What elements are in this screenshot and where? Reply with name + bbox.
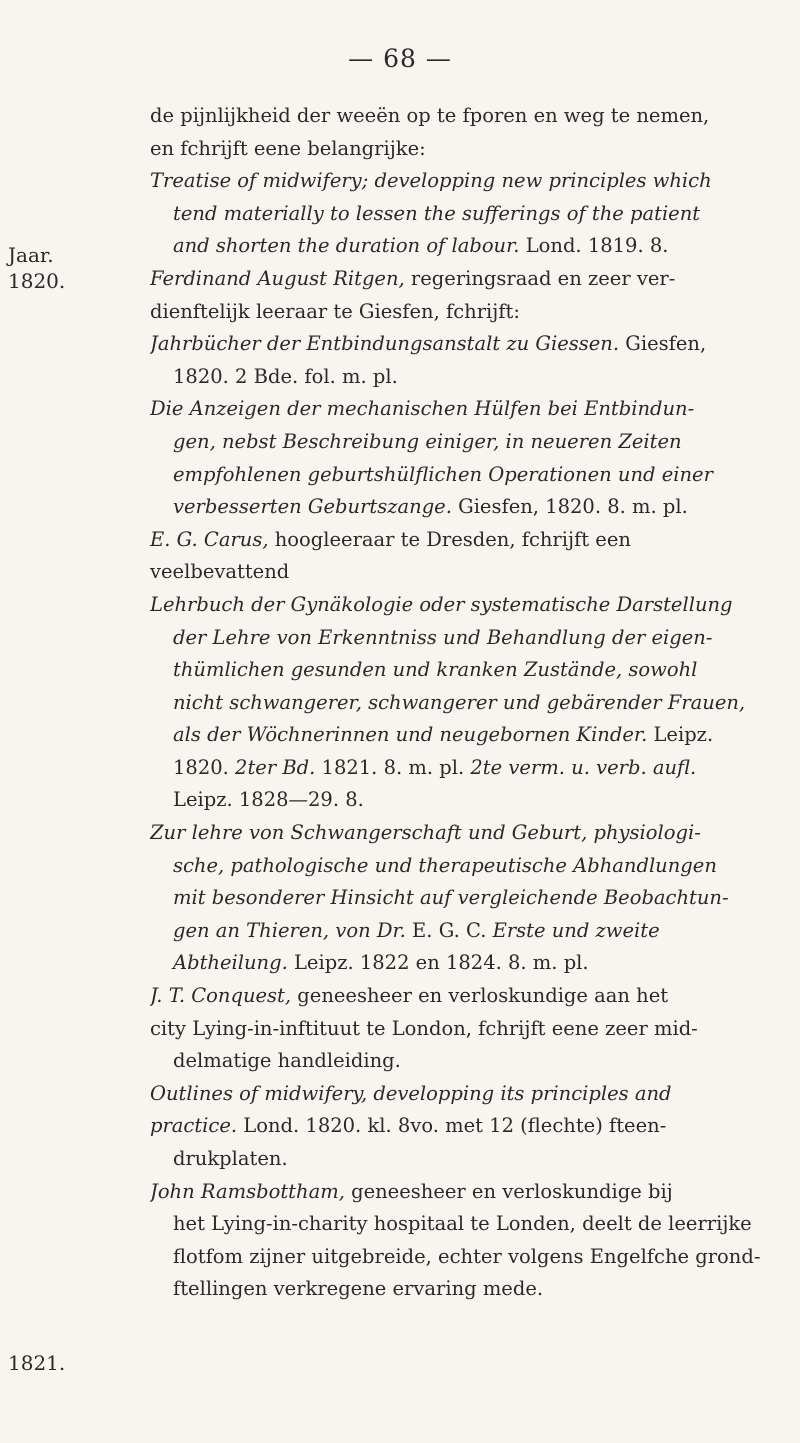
text-line	[150, 165, 790, 198]
margin-note-year-1821: 1821.	[8, 1351, 66, 1375]
italic-title-segment: 2ter Bd.	[235, 755, 316, 779]
italic-title-segment: thümlichen gesunden und kranken Zustände, sowohl	[173, 658, 698, 682]
text-line	[150, 361, 790, 394]
text-segment: het Lying-in-charity hospitaal te Londen, deelt de leerrijke	[173, 1212, 752, 1236]
italic-title-segment: nicht schwangerer, schwangerer und gebärender Frauen,	[173, 690, 746, 714]
margin-note-year-label: Jaar.	[8, 243, 54, 267]
text-line	[150, 622, 790, 655]
text-segment: Lond. 1819. 8.	[519, 234, 669, 258]
page-number: — 68 —	[348, 44, 452, 73]
text-line	[150, 556, 790, 589]
text-segment: dienftelijk leeraar te Giesfen, fchrijft:	[150, 299, 520, 323]
text-line	[150, 263, 790, 296]
italic-title-segment: John Ramsbottham,	[150, 1179, 345, 1203]
text-segment: 1820. 2 Bde. fol. m. pl.	[173, 364, 398, 388]
text-line	[150, 296, 790, 329]
italic-title-segment: tend materially to lessen the sufferings of the patient	[173, 201, 701, 225]
text-line	[150, 1241, 790, 1274]
text-line	[150, 1110, 790, 1143]
italic-title-segment: sche, pathologische und therapeutische Abhandlungen	[173, 853, 717, 877]
text-line	[150, 1273, 790, 1306]
text-line	[150, 752, 790, 785]
italic-title-segment: Ferdinand August Ritgen,	[150, 266, 405, 290]
margin-note-year-1820: 1820.	[8, 269, 66, 293]
text-line	[150, 328, 790, 361]
text-line	[150, 133, 790, 166]
italic-title-segment: Treatise of midwifery; developping new principles which	[150, 169, 712, 193]
italic-title-segment: practice.	[150, 1114, 238, 1138]
text-line	[150, 850, 790, 883]
text-segment: 1821. 8. m. pl.	[315, 755, 471, 779]
italic-title-segment: Die Anzeigen der mechanischen Hülfen bei Entbindun-	[150, 397, 695, 421]
text-line	[150, 1078, 790, 1111]
text-segment: Lond. 1820. kl. 8vo. met 12 (flechte) fteen-	[237, 1114, 667, 1138]
text-segment: flotfom zijner uitgebreide, echter volgens Engelfche grond-	[173, 1244, 761, 1268]
italic-title-segment: gen an Thieren, von Dr.	[173, 918, 406, 942]
text-segment: de pijnlijkheid der weeën op te fporen en weg te nemen,	[150, 104, 710, 127]
text-line	[150, 230, 790, 263]
text-segment: en fchrijft eene belangrijke:	[150, 136, 426, 160]
italic-title-segment: 2te verm. u. verb. aufl.	[470, 755, 697, 779]
text-segment: Giesfen,	[619, 332, 707, 356]
text-line	[150, 1176, 790, 1209]
text-line	[150, 882, 790, 915]
text-line	[150, 784, 790, 817]
text-segment: Leipz. 1822 en 1824. 8. m. pl.	[287, 951, 589, 975]
text-segment: geneesheer en verloskundige aan het	[291, 984, 669, 1008]
text-segment: regeringsraad en zeer ver-	[404, 266, 676, 290]
text-line	[150, 980, 790, 1013]
text-line	[150, 915, 790, 948]
text-segment: E. G. C.	[405, 918, 493, 942]
text-segment: city Lying-in-inftituut te London, fchrijft eene zeer mid-	[150, 1016, 698, 1040]
italic-title-segment: J. T. Conquest,	[150, 984, 292, 1008]
italic-title-segment: mit besonderer Hinsicht auf vergleichende Beobachtun-	[173, 886, 729, 910]
italic-title-segment: E. G. Carus,	[150, 527, 269, 551]
text-segment: Leipz. 1828—29. 8.	[173, 788, 364, 812]
text-segment: veelbevattend	[150, 560, 290, 584]
text-line	[150, 1045, 790, 1078]
text-line	[150, 491, 790, 524]
body-text	[150, 100, 790, 1306]
text-line	[150, 1208, 790, 1241]
text-segment: geneesheer en verloskundige bij	[344, 1179, 673, 1203]
text-line	[150, 426, 790, 459]
text-segment: drukplaten.	[173, 1147, 288, 1170]
italic-title-segment: Abtheilung.	[173, 951, 288, 975]
text-line	[150, 100, 790, 133]
text-line	[150, 1143, 790, 1176]
italic-title-segment: Lehrbuch der Gynäkologie oder systematische Darstellung	[150, 592, 733, 616]
text-line	[150, 817, 790, 850]
italic-title-segment: der Lehre von Erkenntniss und Behandlung der eigen-	[173, 625, 713, 649]
text-line	[150, 654, 790, 687]
italic-title-segment: Outlines of midwifery, developping its principles and	[150, 1081, 672, 1105]
text-segment: Giesfen, 1820. 8. m. pl.	[451, 495, 688, 519]
italic-title-segment: verbesserten Geburtszange.	[173, 495, 452, 519]
text-line	[150, 524, 790, 557]
text-segment: ftellingen verkregene ervaring mede.	[173, 1277, 544, 1301]
text-line	[150, 687, 790, 720]
italic-title-segment: empfohlenen geburtshülflichen Operationen und einer	[173, 462, 713, 486]
italic-title-segment: gen, nebst Beschreibung einiger, in neueren Zeiten	[173, 429, 682, 453]
text-line	[150, 719, 790, 752]
text-segment: delmatige handleiding.	[173, 1049, 401, 1073]
italic-title-segment: als der Wöchnerinnen und neugebornen Kinder.	[173, 723, 648, 747]
text-segment: 1820.	[173, 755, 236, 779]
text-line	[150, 947, 790, 980]
text-line	[150, 589, 790, 622]
text-segment: Leipz.	[647, 723, 714, 747]
text-line	[150, 393, 790, 426]
text-line	[150, 198, 790, 231]
italic-title-segment: Erste und zweite	[492, 918, 660, 942]
italic-title-segment: Zur lehre von Schwangerschaft und Geburt, physiologi-	[150, 821, 701, 845]
italic-title-segment: and shorten the duration of labour.	[173, 234, 520, 258]
italic-title-segment: Jahrbücher der Entbindungsanstalt zu Giessen.	[150, 332, 620, 356]
text-line	[150, 1013, 790, 1046]
text-segment: hoogleeraar te Dresden, fchrijft een	[268, 527, 631, 551]
text-line	[150, 459, 790, 492]
